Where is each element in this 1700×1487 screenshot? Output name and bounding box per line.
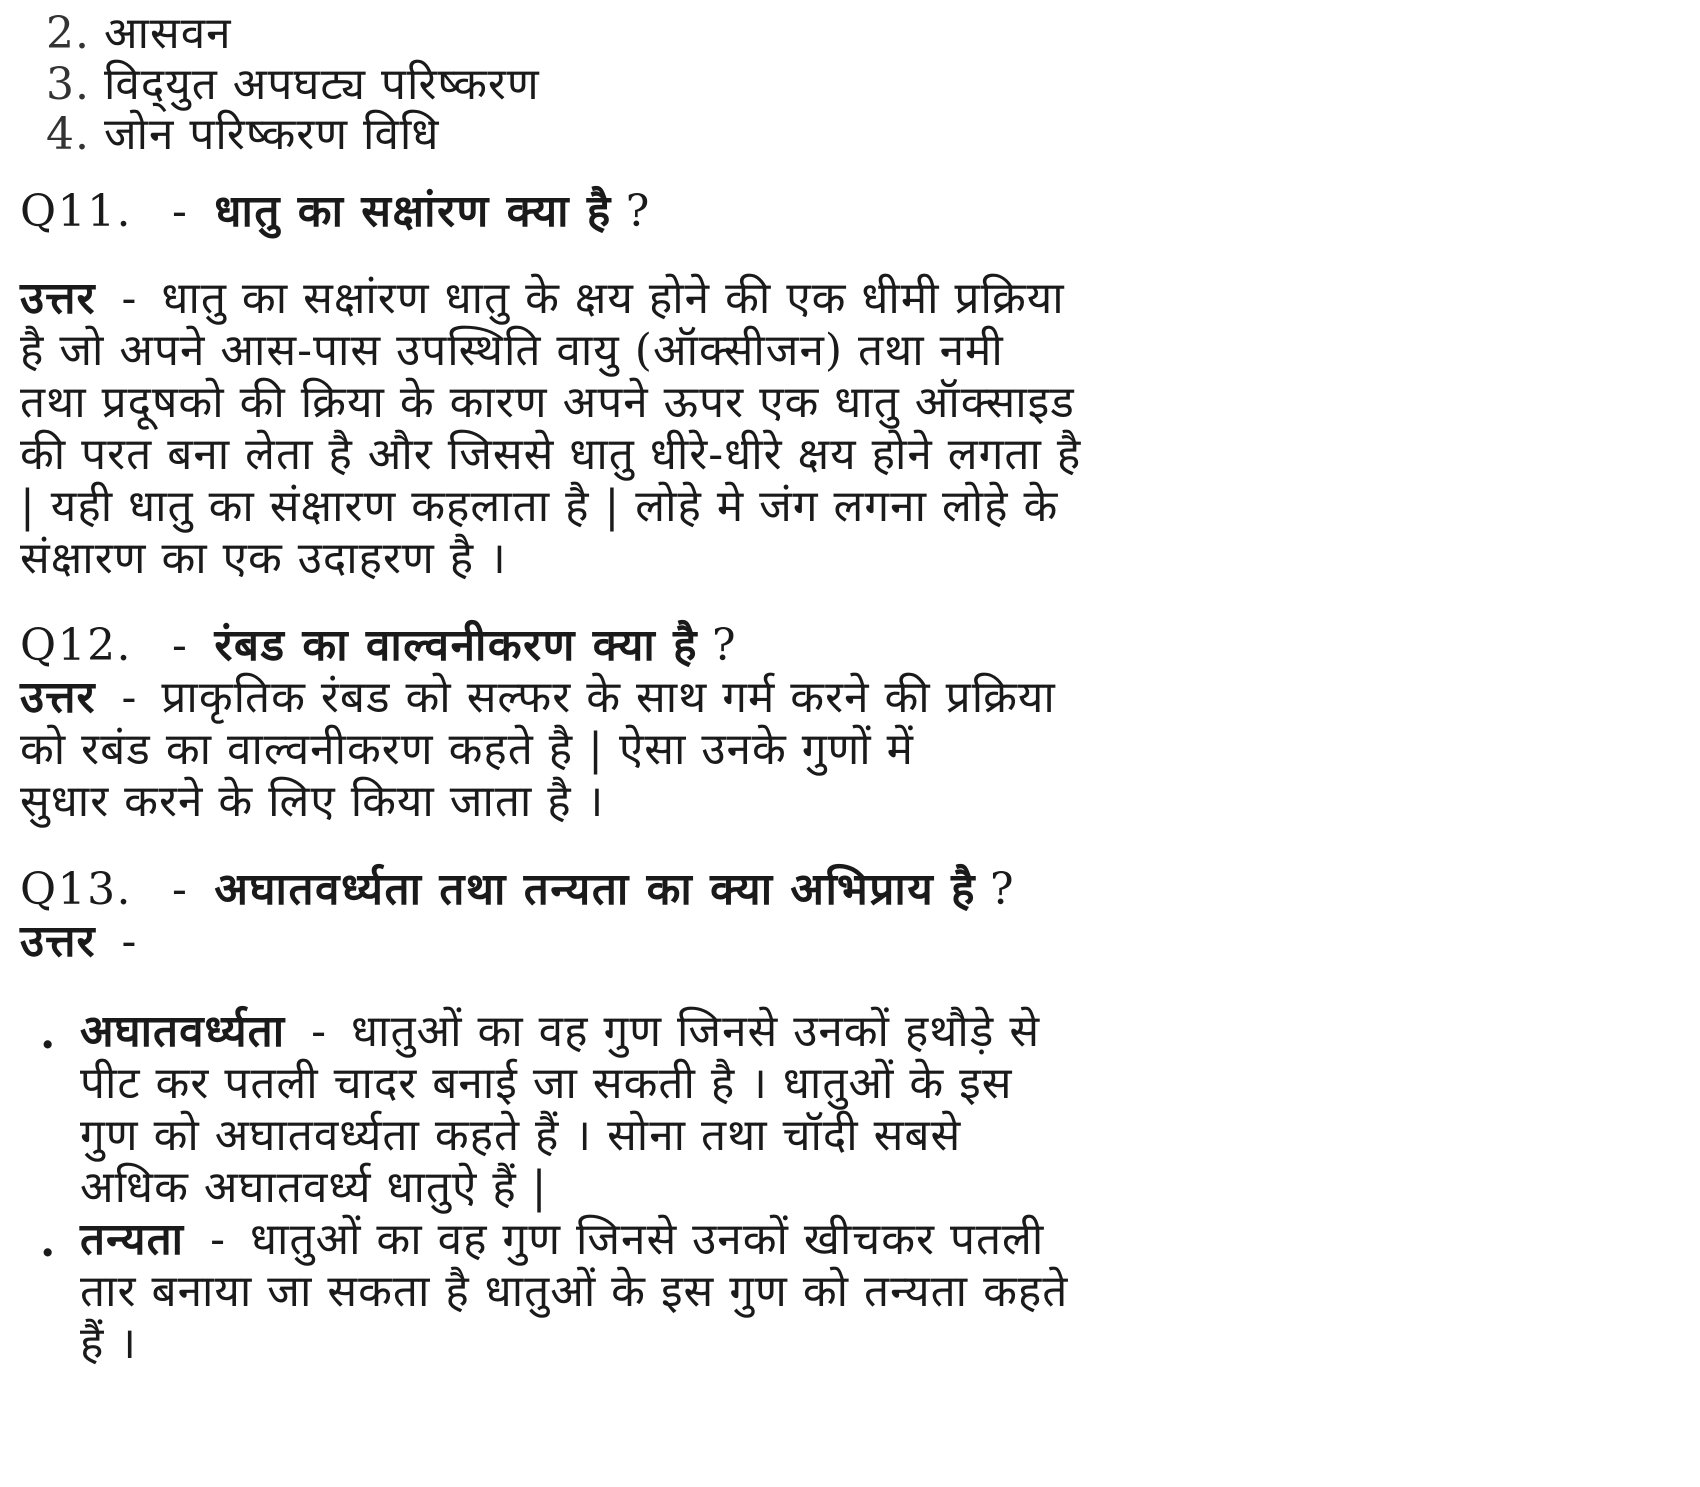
answer-label: उत्तर [20,916,96,967]
bullet-line [80,1316,137,1372]
list-item [46,107,439,163]
bullet-dash: - [311,1006,327,1057]
answer-line [20,323,1004,379]
answer-dash: - [121,916,138,967]
answer-dash: - [121,672,138,723]
bullet-text: अधिक अघातवर्ध्य धातुऐ हैं | [80,1162,548,1213]
question-dash: - [172,864,189,915]
question-text: रंबड का वाल्वनीकरण क्या है [214,620,698,671]
answer-label: उत्तर [20,672,96,723]
answer-text: सुधार करने के लिए किया जाता है । [20,776,605,827]
bullet-line [80,1056,1012,1112]
answer-text: | यही धातु का संक्षारण कहलाता है | लोहे मे जंग लगना लोहे के [20,481,1059,532]
bullet-line [80,1264,1068,1320]
answer-text: को रबंड का वाल्वनीकरण कहते है | ऐसा उनके गुणों में [20,724,914,775]
question-text: धातु का सक्षांरण क्या है [214,186,612,237]
question-text: अघातवर्ध्यता तथा तन्यता का क्या अभिप्राय है [214,864,976,915]
answer-text: प्राकृतिक रंबड को सल्फर के साथ गर्म करने की प्रक्रिया [161,672,1056,723]
bullet-text: तार बनाया जा सकता है धातुओं के इस गुण को तन्यता कहते [80,1266,1069,1317]
answer-text: तथा प्रदूषको की क्रिया के कारण अपने ऊपर एक धातु ऑक्साइड [20,377,1075,428]
bullet-dot: . [40,1008,56,1059]
question-number: Q12. [20,620,133,671]
question-dash: - [172,186,189,237]
question-heading-q11 [20,184,651,240]
bullet-text: हैं । [80,1318,138,1369]
list-item-text: विद्‌युत अपघट्य परिष्करण [103,59,540,110]
question-number: Q13. [20,864,133,915]
list-item-text: आसवन [103,8,232,59]
bullet-text: धातुओं का वह गुण जिनसे उनकों हथौड़े से [350,1006,1041,1057]
question-mark: ? [711,620,738,671]
answer-text: धातु का सक्षांरण धातु के क्षय होने की एक धीमी प्रक्रिया [161,273,1065,324]
answer-text: संक्षारण का एक उदाहरण है । [20,533,507,584]
question-number: Q11. [20,186,133,237]
answer-line [20,722,914,778]
question-mark: ? [625,186,651,237]
answer-dash: - [121,273,138,324]
bullet-text: धातुओं का वह गुण जिनसे उनकों खीचकर पतली [249,1214,1045,1265]
question-mark: ? [989,864,1016,915]
bullet-text: गुण को अघातवर्ध्यता कहते हैं । सोना तथा चॉदी सबसे [80,1110,962,1161]
question-heading-q12 [20,618,737,674]
bullet-text: पीट कर पतली चादर बनाई जा सकती है । धातुओं के इस [80,1058,1013,1109]
bullet-line [80,1004,1040,1060]
bullet-line [80,1212,1044,1268]
bullet-dot: . [40,1216,56,1267]
answer-label: उत्तर [20,273,96,324]
answer-line [20,914,161,970]
bullet-term: तन्यता [80,1214,185,1265]
answer-line [20,375,1075,431]
answer-line [20,531,507,587]
bullet-line [80,1160,548,1216]
answer-line [20,271,1065,327]
question-heading-q13 [20,862,1015,918]
answer-line [20,774,604,830]
bullet-line [80,1108,961,1164]
list-item-number: 2. [46,8,90,59]
question-dash: - [172,620,189,671]
answer-line [20,670,1056,726]
answer-line [20,427,1081,483]
list-item-number: 4. [46,109,90,160]
list-item [46,57,540,113]
list-item-text: जोन परिष्करण विधि [103,109,440,160]
bullet-term: अघातवर्ध्यता [80,1006,286,1057]
answer-text: की परत बना लेता है और जिससे धातु धीरे-धीरे क्षय होने लगता है [20,429,1082,480]
list-item-number: 3. [46,59,90,110]
answer-line [20,479,1058,535]
list-item [46,6,232,62]
bullet-dash: - [210,1214,226,1265]
answer-text: है जो अपने आस-पास उपस्थिति वायु (ऑक्सीजन) तथा नमी [20,325,1004,376]
